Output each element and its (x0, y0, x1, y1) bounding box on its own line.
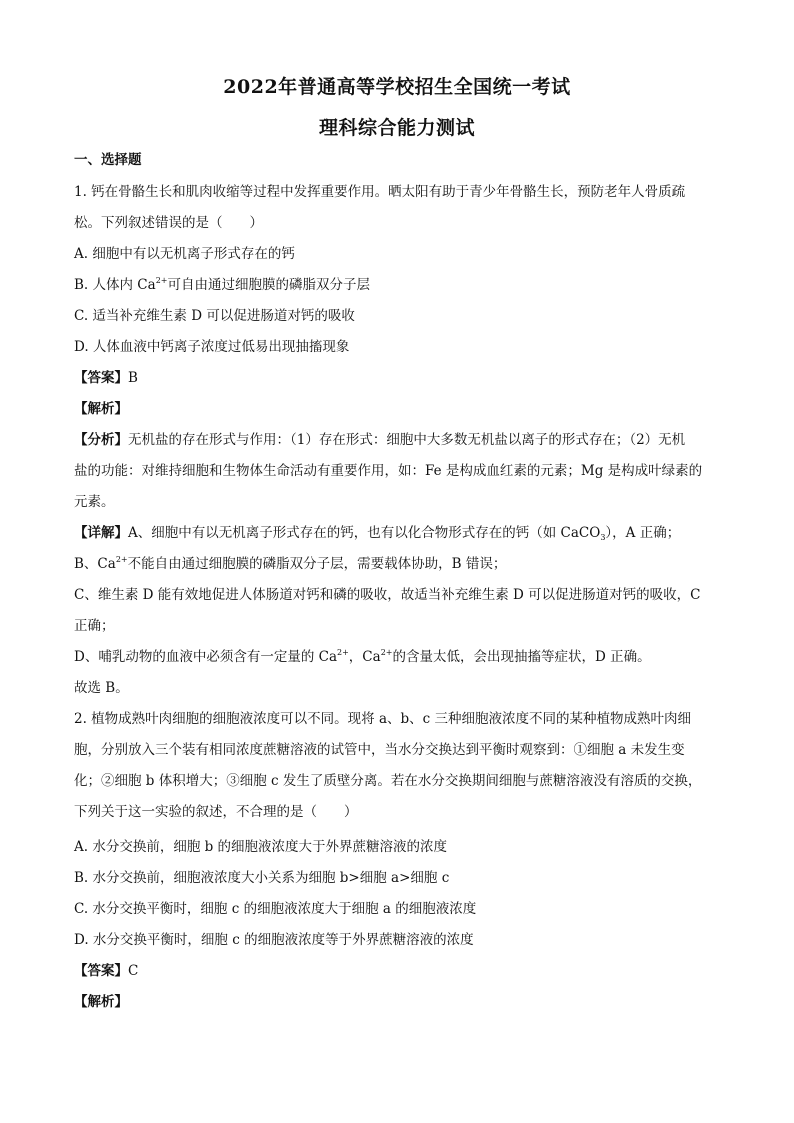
q2-stem-line1: 2. 植物成熟叶肉细胞的细胞液浓度可以不同。现将 a、b、c 三种细胞液浓度不同的某种植物成熟叶肉细 (74, 711, 692, 727)
q2-option-a: A. 水分交换前，细胞 b 的细胞液浓度大于外界蔗糖溶液的浓度 (74, 839, 448, 855)
q1-xiangjie-c-line1: C、维生素 D 能有效地促进人体肠道对钙和磷的吸收，故适当补充维生素 D 可以促进肠道对钙的吸收，C (74, 587, 701, 603)
exam-subtitle: 理科综合能力测试 (318, 117, 475, 139)
answer-tag: 【答案】 (74, 370, 128, 386)
q1-xiangjie-b: B、$Ca^{2+}$不能自由通过细胞膜的磷脂双分子层，需要载体协助，B 错误； (74, 555, 507, 572)
answer-value: B (128, 370, 138, 386)
q2-option-d: D. 水分交换平衡时，细胞 c 的细胞液浓度等于外界蔗糖溶液的浓度 (74, 932, 474, 948)
q1-fenxi-line3: 元素。 (74, 494, 115, 510)
q1-stem-line1: 1. 钙在骨骼生长和肌肉收缩等过程中发挥重要作用。晒太阳有助于青少年骨骼生长，预防老年人骨质疏 (74, 184, 686, 200)
q1-xiangjie-c-line2: 正确； (74, 618, 115, 634)
q2-option-b: B. 水分交换前，细胞液浓度大小关系为细胞 b>细胞 a>细胞 c (74, 870, 450, 886)
q2-stem-line4: 下列关于这一实验的叙述，不合理的是（ ） (74, 804, 358, 820)
q1-xiangjie-a: 【详解】A、细胞中有以无机离子形式存在的钙，也有以化合物形式存在的钙（如 CaCO$_3$），A 正确； (74, 525, 681, 542)
q1-option-d: D. 人体血液中钙离子浓度过低易出现抽搐现象 (74, 339, 350, 355)
q1-analysis-tag: 【解析】 (74, 401, 128, 417)
answer-tag: 【答案】 (74, 963, 128, 979)
q1-option-c: C. 适当补充维生素 D 可以促进肠道对钙的吸收 (74, 308, 355, 324)
q2-stem-line3: 化；②细胞 b 体积增大；③细胞 c 发生了质壁分离。若在水分交换期间细胞与蔗糖溶液没有溶质的交换， (74, 773, 702, 789)
q1-option-a: A. 细胞中有以无机离子形式存在的钙 (74, 246, 295, 262)
answer-value: C (128, 963, 139, 979)
section-heading: 一、选择题 (74, 152, 142, 168)
q2-stem-line2: 胞，分别放入三个装有相同浓度蔗糖溶液的试管中，当水分交换达到平衡时观察到：①细胞 a 未发生变 (74, 742, 685, 758)
q1-fenxi-line1: 【分析】无机盐的存在形式与作用：（1）存在形式：细胞中大多数无机盐以离子的形式存在；（2）无机 (74, 432, 686, 448)
q2-analysis-tag: 【解析】 (74, 994, 128, 1010)
q1-xiangjie-d: D、哺乳动物的血液中必须含有一定量的 $Ca^{2+}$，$Ca^{2+}$的含量太低，会出现抽搐等症状，D 正确。 (74, 648, 651, 665)
q1-fenxi-line2: 盐的功能：对维持细胞和生物体生命活动有重要作用，如：Fe 是构成血红素的元素；Mg 是构成叶绿素的 (74, 463, 703, 479)
q1-answer (74, 368, 724, 388)
q1-option-b: B. 人体内 $Ca^{2+}$可自由通过细胞膜的磷脂双分子层 (74, 276, 370, 293)
q1-stem-line2: 松。下列叙述错误的是（ ） (74, 215, 263, 231)
q2-option-c: C. 水分交换平衡时，细胞 c 的细胞液浓度大于细胞 a 的细胞液浓度 (74, 901, 477, 917)
exam-title: 2022年普通高等学校招生全国统一考试 (223, 76, 571, 98)
q2-answer (74, 961, 724, 981)
q1-conclusion: 故选 B。 (74, 680, 129, 696)
